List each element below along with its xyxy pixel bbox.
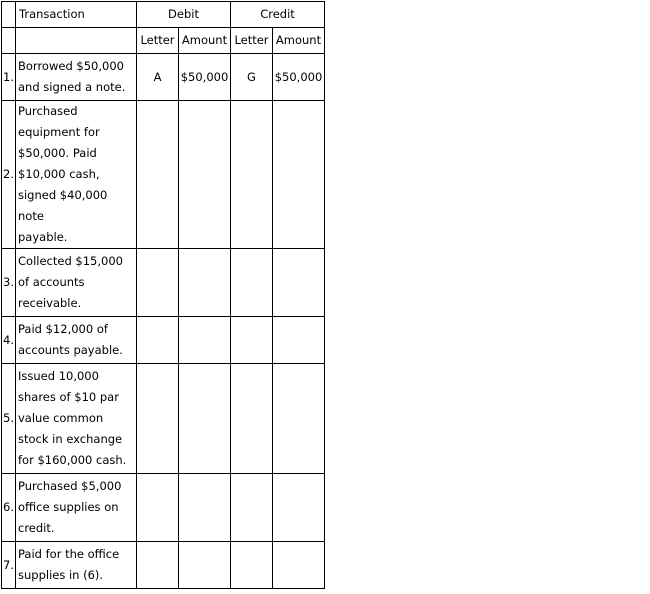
header-blank-cell (16, 28, 137, 54)
description-line: office supplies on (18, 500, 119, 514)
table-row (2, 542, 325, 589)
description-line: $10,000 cash, (18, 167, 100, 181)
description-line: and signed a note. (18, 80, 126, 94)
debit-header: Debit (137, 2, 231, 28)
debit-amount-cell[interactable] (179, 542, 231, 589)
description-line: signed $40,000 note (18, 188, 108, 223)
row-number: 2. (2, 101, 16, 249)
credit-amount-cell[interactable] (273, 542, 325, 589)
debit-letter-cell[interactable] (137, 542, 179, 589)
description-line: stock in exchange (18, 432, 123, 446)
debit-letter-header: Letter (137, 28, 179, 54)
description-line: credit. (18, 521, 55, 535)
credit-amount-cell[interactable] (273, 317, 325, 364)
row-number: 7. (2, 542, 16, 589)
table-row (2, 101, 325, 249)
description-line: Borrowed $50,000 (18, 59, 124, 73)
transaction-table (1, 1, 325, 589)
description-line: Purchased $5,000 (18, 479, 122, 493)
header-blank-cell (2, 28, 16, 54)
description-line: Paid for the office (18, 547, 120, 561)
description-line: Purchased (18, 104, 78, 118)
credit-letter-cell[interactable] (231, 542, 273, 589)
debit-letter-cell[interactable] (137, 101, 179, 249)
debit-letter-cell[interactable]: A (137, 54, 179, 101)
credit-letter-cell[interactable] (231, 249, 273, 317)
table-row (2, 474, 325, 542)
debit-amount-header: Amount (179, 28, 231, 54)
transaction-description (16, 364, 137, 474)
header-blank-cell (2, 2, 16, 28)
header-row-2 (2, 28, 325, 54)
credit-amount-header: Amount (273, 28, 325, 54)
credit-amount-cell[interactable] (273, 364, 325, 474)
credit-letter-header: Letter (231, 28, 273, 54)
transaction-description (16, 249, 137, 317)
credit-amount-cell[interactable] (273, 101, 325, 249)
row-number: 6. (2, 474, 16, 542)
debit-amount-cell[interactable] (179, 317, 231, 364)
credit-letter-cell[interactable] (231, 101, 273, 249)
debit-amount-cell[interactable] (179, 101, 231, 249)
description-line: Issued 10,000 (18, 369, 99, 383)
table-row (2, 249, 325, 317)
table-row (2, 317, 325, 364)
description-line: payable. (18, 230, 68, 244)
row-number: 1. (2, 54, 16, 101)
credit-amount-cell[interactable] (273, 474, 325, 542)
description-line: value common (18, 411, 104, 425)
credit-letter-cell[interactable] (231, 364, 273, 474)
row-number: 4. (2, 317, 16, 364)
debit-amount-cell[interactable] (179, 364, 231, 474)
debit-letter-cell[interactable] (137, 364, 179, 474)
table-row (2, 364, 325, 474)
credit-amount-cell[interactable] (273, 249, 325, 317)
header-row-1 (2, 2, 325, 28)
description-line: shares of $10 par (18, 390, 119, 404)
description-line: Collected $15,000 (18, 254, 123, 268)
transaction-header: Transaction (16, 2, 137, 28)
credit-letter-cell[interactable] (231, 317, 273, 364)
transaction-description (16, 317, 137, 364)
debit-letter-cell[interactable] (137, 317, 179, 364)
description-line: for $160,000 cash. (18, 453, 127, 467)
row-number: 5. (2, 364, 16, 474)
transaction-description (16, 474, 137, 542)
debit-letter-cell[interactable] (137, 249, 179, 317)
description-line: equipment for (18, 125, 100, 139)
credit-amount-cell[interactable]: $50,000 (273, 54, 325, 101)
debit-amount-cell[interactable] (179, 249, 231, 317)
description-line: of accounts (18, 275, 85, 289)
description-line: accounts payable. (18, 343, 123, 357)
debit-letter-cell[interactable] (137, 474, 179, 542)
description-line: Paid $12,000 of (18, 322, 108, 336)
description-line: $50,000. Paid (18, 146, 97, 160)
row-number: 3. (2, 249, 16, 317)
transaction-description (16, 542, 137, 589)
description-line: supplies in (6). (18, 568, 104, 582)
description-line: receivable. (18, 296, 82, 310)
transaction-description (16, 101, 137, 249)
table-row (2, 54, 325, 101)
credit-header: Credit (231, 2, 325, 28)
debit-amount-cell[interactable]: $50,000 (179, 54, 231, 101)
transaction-description (16, 54, 137, 101)
debit-amount-cell[interactable] (179, 474, 231, 542)
credit-letter-cell[interactable]: G (231, 54, 273, 101)
credit-letter-cell[interactable] (231, 474, 273, 542)
